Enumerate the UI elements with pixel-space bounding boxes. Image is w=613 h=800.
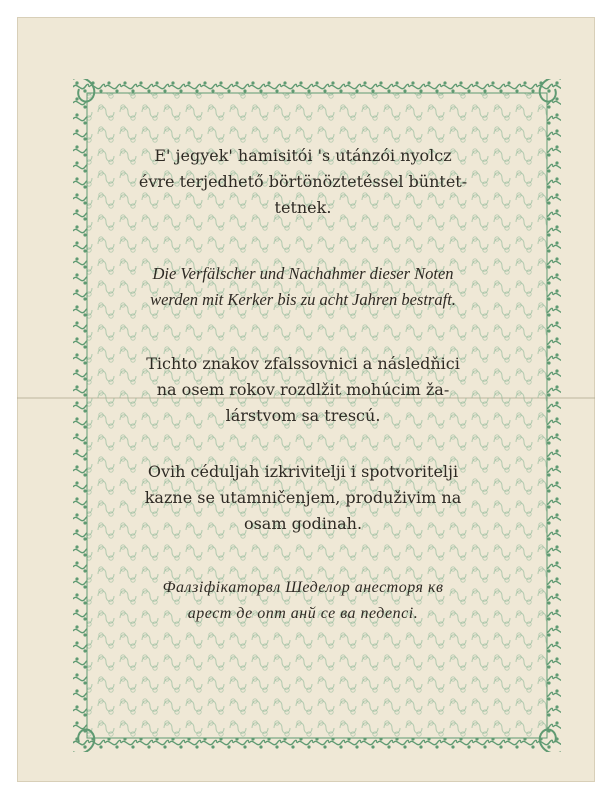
slovak-line-3: lárstvom sa trescú. — [225, 406, 381, 425]
warning-slovak — [83, 351, 523, 429]
hungarian-line-1: E' jegyek' hamisitói 's utánzói nyolcz — [154, 146, 452, 165]
warning-croatian — [83, 459, 523, 537]
romanian-line-1: Фалзіфікаторвл Шеделор анесторя кв — [162, 579, 444, 596]
german-line-1: Die Verfälscher und Nachahmer dieser Noten — [152, 264, 454, 283]
warning-romanian — [83, 575, 523, 627]
hungarian-line-2: évre terjedhető börtönöztetéssel büntet- — [138, 172, 468, 191]
croatian-line-2: kazne se utamničenjem, produživim na — [144, 488, 462, 507]
german-line-2: werden mit Kerker bis zu acht Jahren bestraft. — [150, 290, 456, 309]
croatian-line-3: osam godinah. — [243, 514, 363, 533]
slovak-line-2: na osem rokov rozdlžit mohúcim ža- — [156, 380, 450, 399]
croatian-line-1: Ovih cédulјah izkrivitelji i spotvoritelji — [147, 462, 459, 481]
warning-hungarian — [83, 143, 523, 221]
warning-german — [83, 261, 523, 313]
slovak-line-1: Tichto znakov zfalssovnici a následňici — [146, 354, 460, 373]
banknote-back — [17, 17, 595, 782]
romanian-line-2: арест де опт анй се ва педепсі. — [187, 605, 419, 622]
hungarian-line-3: tetnek. — [274, 198, 332, 217]
